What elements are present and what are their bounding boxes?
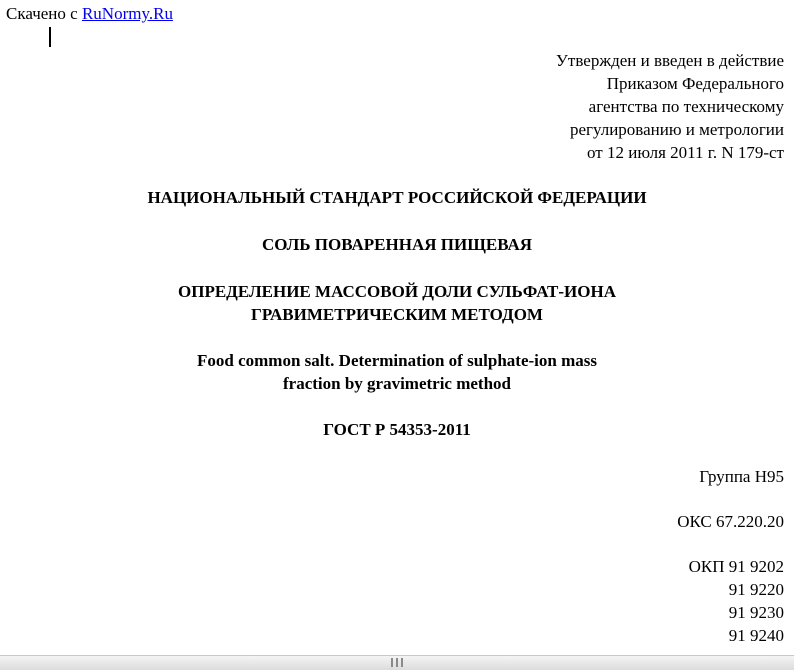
- okp-codes: [689, 555, 784, 647]
- subject-heading: СОЛЬ ПОВАРЕННАЯ ПИЩЕВАЯ: [261, 235, 533, 254]
- okp-code: 91 9230: [728, 603, 784, 622]
- approval-line: Приказом Федерального: [606, 74, 784, 93]
- english-title-line: Food common salt. Determination of sulphate-ion mass: [197, 351, 597, 370]
- method-title-line: ГРАВИМЕТРИЧЕСКИМ МЕТОДОМ: [251, 305, 543, 324]
- runormy-link[interactable]: RuNormy.Ru: [81, 4, 173, 23]
- approval-line: от 12 июля 2011 г. N 179-ст: [587, 143, 784, 162]
- english-title-line: fraction by gravimetric method: [282, 374, 512, 393]
- approval-block: [556, 49, 784, 164]
- group-code: Группа Н95: [699, 467, 784, 486]
- text-cursor: [49, 27, 51, 47]
- download-source-line: [6, 4, 173, 24]
- approval-line: Утвержден и введен в действие: [555, 51, 784, 70]
- method-title: [0, 280, 794, 326]
- method-title-line: ОПРЕДЕЛЕНИЕ МАССОВОЙ ДОЛИ СУЛЬФАТ-ИОНА: [178, 282, 616, 301]
- gost-number: ГОСТ Р 54353-2011: [323, 420, 471, 439]
- okp-code: 91 9220: [728, 580, 784, 599]
- okp-code: ОКП 91 9202: [688, 557, 784, 576]
- scroll-grip-icon[interactable]: [391, 658, 403, 667]
- okp-code: 91 9240: [728, 626, 784, 645]
- approval-line: агентства по техническому: [588, 97, 784, 116]
- horizontal-scrollbar[interactable]: [0, 655, 794, 670]
- english-title: [0, 349, 794, 395]
- approval-line: регулированию и метрологии: [569, 120, 784, 139]
- standard-type-heading: НАЦИОНАЛЬНЫЙ СТАНДАРТ РОССИЙСКОЙ ФЕДЕРАЦИИ: [147, 188, 647, 207]
- oks-code: ОКС 67.220.20: [677, 512, 784, 531]
- download-prefix: Скачено с: [6, 4, 82, 23]
